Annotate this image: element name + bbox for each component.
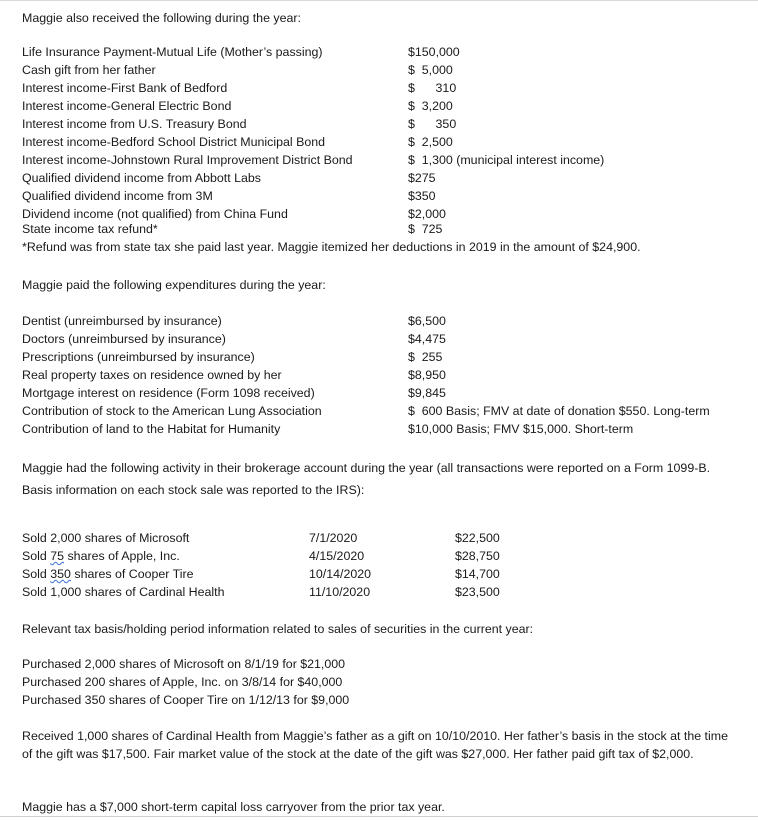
sale-description [22, 547, 180, 565]
income-label: State income tax refund* [22, 222, 158, 236]
expenditure-amount: $6,500 [408, 314, 446, 328]
income-label: Interest income-General Electric Bond [22, 99, 232, 113]
sale-date: 11/10/2020 [309, 585, 371, 599]
income-amount: $ 2,500 [408, 135, 453, 149]
income-label: Life Insurance Payment-Mutual Life (Mother’s passing) [22, 45, 323, 59]
brokerage-intro: Maggie had the following activity in their brokerage account during the year (all transactions were reported on a Form 1099-B. Basis information on each stock sale was reported to the IRS): [22, 461, 711, 497]
sale-text-post: shares of Cooper Tire [70, 567, 194, 581]
income-amount: $2,000 [408, 207, 446, 221]
expenditure-amount: $4,475 [408, 332, 446, 346]
sale-description [22, 529, 189, 547]
intro-received: Maggie also received the following during the year: [22, 11, 301, 25]
income-amount: $ 725 [408, 222, 443, 236]
expenditure-amount: $8,950 [408, 368, 446, 382]
sale-text-pre: Sold 2,000 shares of Microsoft [22, 531, 190, 545]
income-amount: $ 350 [408, 117, 457, 131]
expenditure-label: Mortgage interest on residence (Form 1098 received) [22, 386, 315, 400]
sale-date: 7/1/2020 [309, 531, 358, 545]
expenditure-amount: $9,845 [408, 386, 446, 400]
income-label: Interest income-Johnstown Rural Improvement District Bond [22, 153, 353, 167]
expenditure-amount: $ 600 Basis; FMV at date of donation $550. Long-term [408, 404, 710, 418]
income-amount: $ 1,300 (municipal interest income) [408, 153, 605, 167]
expenditure-label: Dentist (unreimbursed by insurance) [22, 314, 222, 328]
top-divider [0, 0, 758, 1]
sale-amount: $22,500 [455, 531, 500, 545]
income-label: Qualified dividend income from 3M [22, 189, 213, 203]
intro-expenditures: Maggie paid the following expenditures during the year: [22, 278, 326, 292]
expenditure-label: Prescriptions (unreimbursed by insurance) [22, 350, 255, 364]
income-label: Interest income from U.S. Treasury Bond [22, 117, 247, 131]
income-label: Dividend income (not qualified) from China Fund [22, 207, 288, 221]
expenditure-label: Doctors (unreimbursed by insurance) [22, 332, 226, 346]
basis-intro: Relevant tax basis/holding period information related to sales of securities in the current year: [22, 622, 534, 636]
expenditure-amount: $ 255 [408, 350, 443, 364]
sale-text-pre: Sold [22, 549, 51, 563]
income-amount: $150,000 [408, 45, 460, 59]
sale-quantity: 75 [50, 549, 65, 563]
income-label: Interest income-First Bank of Bedford [22, 81, 228, 95]
sale-amount: $14,700 [455, 567, 500, 581]
income-amount: $ 310 [408, 81, 457, 95]
income-label: Qualified dividend income from Abbott Labs [22, 171, 262, 185]
expenditure-label: Contribution of stock to the American Lung Association [22, 404, 322, 418]
refund-note: *Refund was from state tax she paid last year. Maggie itemized her deductions in 2019 in the amount of $24,900. [22, 240, 641, 254]
sale-quantity: 350 [50, 567, 71, 581]
purchase-row: Purchased 2,000 shares of Microsoft on 8/1/19 for $21,000 [22, 657, 346, 671]
expenditure-amount: $10,000 Basis; FMV $15,000. Short-term [408, 422, 634, 436]
sale-amount: $23,500 [455, 585, 500, 599]
sale-text-post: shares of Apple, Inc. [64, 549, 180, 563]
sale-date: 10/14/2020 [309, 567, 372, 581]
sale-description [22, 583, 225, 601]
bottom-divider [0, 816, 758, 817]
purchase-row: Purchased 350 shares of Cooper Tire on 1/12/13 for $9,000 [22, 693, 350, 707]
income-amount: $275 [408, 171, 436, 185]
expenditure-label: Contribution of land to the Habitat for Humanity [22, 422, 281, 436]
sale-text-pre: Sold [22, 567, 51, 581]
income-label: Cash gift from her father [22, 63, 156, 77]
sale-amount: $28,750 [455, 549, 500, 563]
sale-date: 4/15/2020 [309, 549, 365, 563]
income-amount: $ 3,200 [408, 99, 453, 113]
sale-text-pre: Sold 1,000 shares of Cardinal Health [22, 585, 225, 599]
income-amount: $350 [408, 189, 436, 203]
income-amount: $ 5,000 [408, 63, 453, 77]
carryover-note: Maggie has a $7,000 short-term capital loss carryover from the prior tax year. [22, 800, 445, 814]
expenditure-label: Real property taxes on residence owned by her [22, 368, 282, 382]
income-label: Interest income-Bedford School District Municipal Bond [22, 135, 326, 149]
sale-description [22, 565, 194, 583]
purchase-row: Purchased 200 shares of Apple, Inc. on 3/8/14 for $40,000 [22, 675, 343, 689]
gift-note: Received 1,000 shares of Cardinal Health from Maggie’s father as a gift on 10/10/2010. Her father’s basis in the stock at the time of the gift was $17,500. Fair market value of the stock at the date of the gift was $27,000. Her father paid gift tax of $2,000. [22, 729, 728, 761]
